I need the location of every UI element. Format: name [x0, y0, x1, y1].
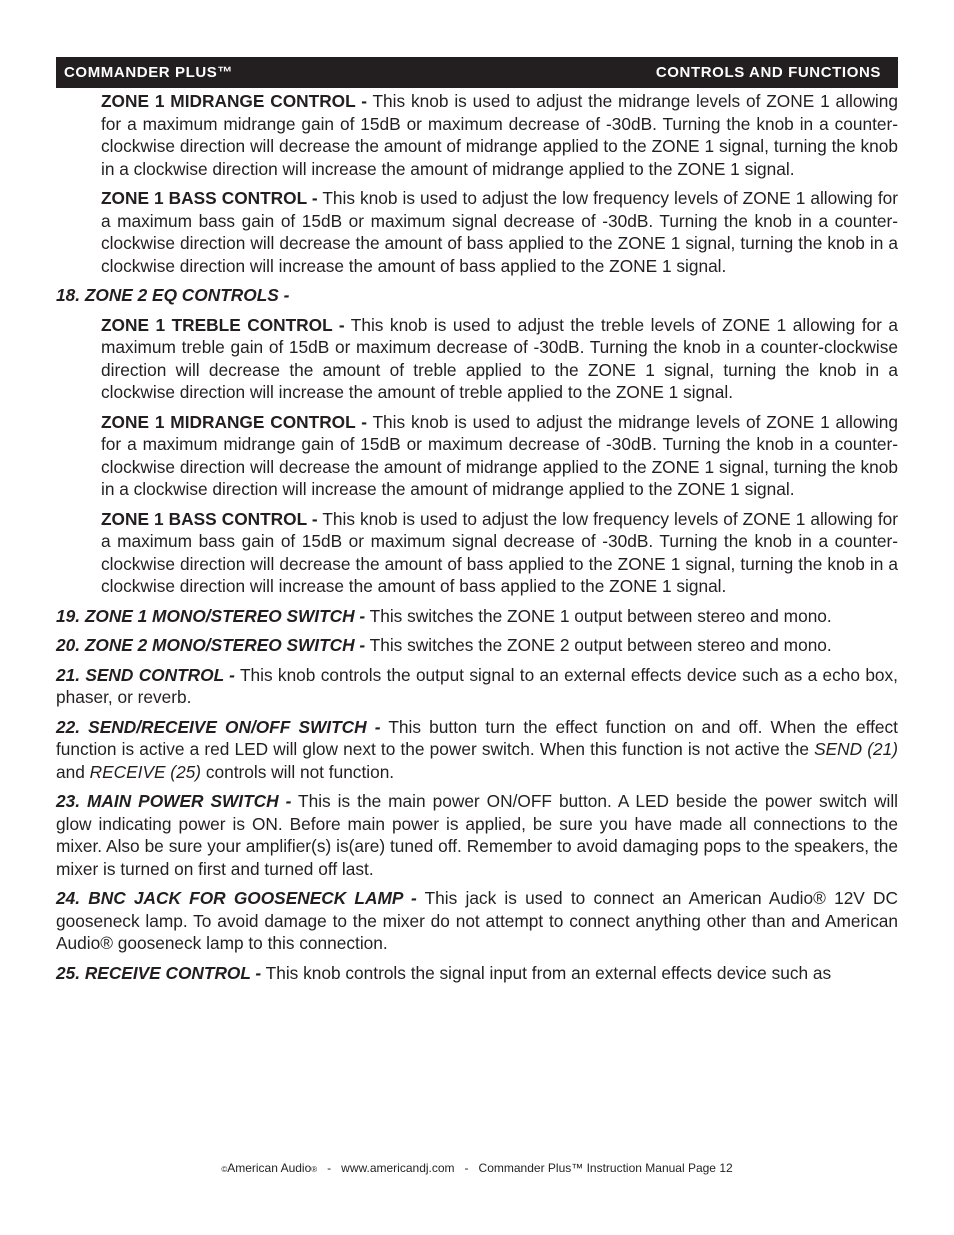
- page-footer: [0, 1161, 954, 1175]
- item-22-send-ref: SEND (21): [814, 739, 899, 759]
- item-22-receive-ref: RECEIVE (25): [89, 761, 202, 782]
- zone2-midrange-label: ZONE 1 MIDRANGE CONTROL -: [101, 411, 367, 432]
- item-22-mid: and: [56, 761, 90, 782]
- footer-copyright: ©: [221, 1165, 228, 1174]
- item-21-text: This knob controls the output signal to an external effects device such as a echo box, phaser, or reverb.: [56, 664, 898, 707]
- item-19-label: 19. ZONE 1 MONO/STEREO SWITCH -: [56, 605, 366, 626]
- item-23-text: This is the main power ON/OFF button. A LED beside the power switch will glow indicating power is ON. Before main power is applied, be sure you have made all connections to the mixer. Also be sure your amplifier(s) is(are) tuned off. Remember to avoid damaging pops to the speakers, the mixer is turned on first and turned off last.: [56, 791, 899, 879]
- zone1-bass-paragraph: [101, 187, 898, 277]
- zone2-eq-heading: 18. ZONE 2 EQ CONTROLS -: [56, 285, 290, 305]
- zone1-midrange-paragraph: [101, 90, 898, 180]
- zone1-midrange-label: ZONE 1 MIDRANGE CONTROL -: [101, 91, 367, 111]
- zone2-bass-paragraph: [101, 508, 898, 598]
- item-23-label: 23. MAIN POWER SWITCH -: [56, 791, 292, 811]
- footer-brand: American Audio: [227, 1161, 312, 1175]
- zone2-treble-text: This knob is used to adjust the treble levels of ZONE 1 allowing for a maximum treble gain of 15dB or maximum decrease of -30dB. Turning the knob in a counter-clockwise direction will decrease the amount of treble applied to the ZONE 1 signal, turning the knob in a clockwise direction will increase the amount of treble applied to the ZONE 1 signal.: [101, 314, 898, 402]
- item-25-text: This knob controls the signal input from an external effects device such as: [261, 962, 832, 983]
- zone1-bass-text: This knob is used to adjust the low frequency levels of ZONE 1 allowing for a maximum bass gain of 15dB or maximum signal decrease of -30dB. Turning the knob in a counter-clockwise direction will decrease the amount of bass applied to the ZONE 1 signal, turning the knob in a clockwise direction will increase the amount of bass applied to the ZONE 1 signal.: [101, 188, 898, 276]
- footer-reg: ®: [311, 1165, 318, 1174]
- item-22-text: This button turn the effect function on and off. When the effect function is active a red LED will glow next to the power switch. When this function is not active the: [56, 716, 898, 759]
- item-22-paragraph: [56, 716, 898, 784]
- zone1-bass-label: ZONE 1 BASS CONTROL -: [101, 188, 318, 208]
- header-title-left: COMMANDER PLUS™: [64, 64, 233, 81]
- item-19-text: This switches the ZONE 1 output between stereo and mono.: [365, 605, 832, 626]
- zone2-midrange-text: This knob is used to adjust the midrange levels of ZONE 1 allowing for a maximum midrange gain of 15dB or maximum decrease of -30dB. Turning the knob in a counter-clockwise direction will decrease the amount of midrange applied to the ZONE 1 signal, turning the knob in a clockwise direction will increase the amount of midrange applied to the ZONE 1 signal.: [101, 411, 898, 499]
- item-25-label: 25. RECEIVE CONTROL -: [56, 962, 262, 983]
- item-24-label: 24. BNC JACK FOR GOOSENECK LAMP -: [56, 888, 417, 908]
- zone1-midrange-text: This knob is used to adjust the midrange levels of ZONE 1 allowing for a maximum midrange gain of 15dB or maximum decrease of -30dB. Turning the knob in a counter-clockwise direction will decrease the amount of midrange applied to the ZONE 1 signal, turning the knob in a clockwise direction will increase the amount of midrange applied to the ZONE 1 signal.: [101, 91, 898, 179]
- item-24-text: This jack is used to connect an American Audio® 12V DC gooseneck lamp. To avoid damage to the mixer do not attempt to connect anything other than and American Audio® gooseneck lamp to this connection.: [56, 888, 899, 953]
- page-header: [56, 57, 898, 88]
- item-22-label: 22. SEND/RECEIVE ON/OFF SWITCH -: [56, 716, 381, 737]
- zone2-bass-text: This knob is used to adjust the low frequency levels of ZONE 1 allowing for a maximum bass gain of 15dB or maximum signal decrease of -30dB. Turning the knob in a counter-clockwise direction will decrease the amount of bass applied to the ZONE 1 signal, turning the knob in a clockwise direction will increase the amount of bass applied to the ZONE 1 signal.: [101, 508, 898, 596]
- zone2-midrange-paragraph: [101, 411, 898, 501]
- zone2-treble-label: ZONE 1 TREBLE CONTROL -: [101, 314, 345, 335]
- manual-content: [56, 90, 898, 991]
- header-title-right: CONTROLS AND FUNCTIONS: [655, 64, 881, 81]
- item-23-paragraph: [56, 790, 898, 880]
- footer-rest: - www.americandj.com - Commander Plus™ Instruction Manual Page 12: [317, 1161, 733, 1175]
- item-20-label: 20. ZONE 2 MONO/STEREO SWITCH -: [56, 635, 366, 655]
- item-19-paragraph: [56, 605, 898, 628]
- item-21-label: 21. SEND CONTROL -: [56, 664, 235, 685]
- item-20-text: This switches the ZONE 2 output between stereo and mono.: [365, 635, 832, 655]
- item-20-paragraph: [56, 634, 898, 657]
- item-22-end: controls will not function.: [201, 761, 395, 782]
- item-24-paragraph: [56, 887, 898, 955]
- item-21-paragraph: [56, 664, 898, 709]
- zone2-bass-label: ZONE 1 BASS CONTROL -: [101, 508, 318, 529]
- item-25-paragraph: [56, 962, 898, 985]
- zone2-treble-paragraph: [101, 314, 898, 404]
